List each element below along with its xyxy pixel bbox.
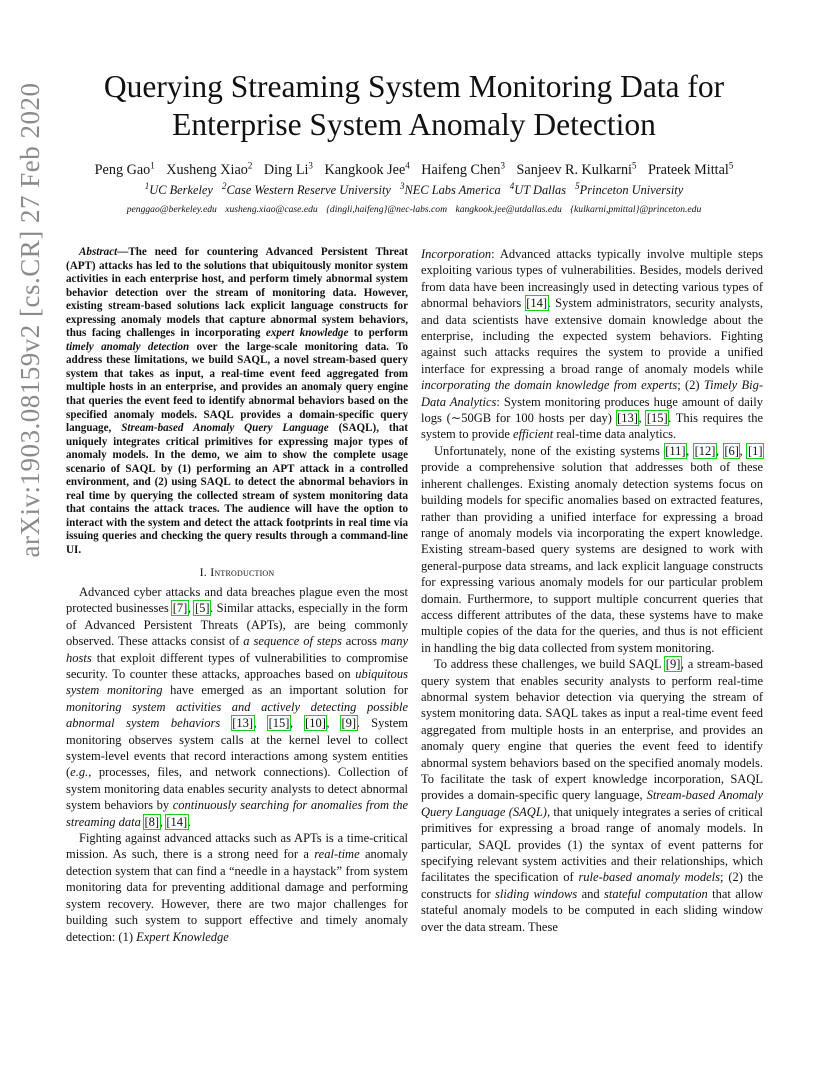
citation-link[interactable]: [5] <box>194 601 210 616</box>
body-paragraph: Unfortunately, none of the existing systems [11], [12], [6], [1] provide a comprehensive solution that addresses both of these inherent challenges. Existing anomaly detection systems focus on building models for specific anomalies based on extracted features, rather than providing a unified interface for expressing a broad range of anomaly models via incorporating the expert knowledge. Existing stream-based query systems are designed to work with general-purpose data streams, and lack explicit language constructs for expressing various anomaly models for our particular problem domain. Furthermore, to support multiple concurrent queries that access different attributes of the data, these systems have to make multiple copies of the data for the queries, and thus is not efficient in handling the big data collected from system monitoring. <box>421 443 763 655</box>
citation-link[interactable]: [15] <box>268 716 290 731</box>
citation-link[interactable]: [12] <box>694 443 716 458</box>
citation-link[interactable]: [8] <box>144 814 160 829</box>
author: Haifeng Chen$^3$ <box>421 160 505 178</box>
affiliation: $^4$UT Dallas <box>509 180 567 197</box>
citation-link[interactable]: [9] <box>341 716 357 731</box>
author: Ding Li$^3$ <box>263 160 313 178</box>
citation-link[interactable]: [1] <box>747 443 763 458</box>
affiliation: $^3$NEC Labs America <box>400 180 501 197</box>
left-column <box>66 246 408 945</box>
author-list <box>40 162 788 179</box>
paper-title <box>60 68 768 144</box>
citation-link[interactable]: [7] <box>172 601 188 616</box>
citation-link[interactable]: [6] <box>724 443 739 458</box>
author-email[interactable]: xusheng.xiao@case.edu <box>225 204 318 215</box>
citation-link[interactable]: [13] <box>617 411 638 426</box>
citation-link[interactable]: [10] <box>305 716 326 731</box>
body-paragraph: Advanced cyber attacks and data breaches plague even the most protected businesses [7], [5]. Similar attacks, especially in the form of Advanced Persistent Threats (APTs), are being commonly observed. These attacks consist of a sequence of steps across many hosts that exploit different types of vulnerabilities to compromise security. To counter these attacks, approaches based on ubiquitous system monitoring have emerged as an important solution for monitoring system activities and actively detecting possible abnormal system behaviors [13], [15], [10], [9]. System monitoring observes system calls at the kernel level to collect system-level events that record interactions among system entities (e.g., processes, files, and network connections). Collection of system monitoring data enables security analysts to detect abnormal system behaviors by continuously searching for anomalies from the streaming data [8], [14]. <box>66 584 409 829</box>
body-paragraph: Fighting against advanced attacks such as APTs is a time-critical mission. As such, there is a strong need for a real-time anomaly detection system that can find a “needle in a haystack” from system monitoring data for preventing additional damage and performing system recovery. However, there are two major challenges for building such system to support effective and timely anomaly detection: (1) Expert Knowledge <box>66 831 408 944</box>
body-paragraph: To address these challenges, we build SAQL [9], a stream-based query system that enables security analysts to perform real-time abnormal system behavior detection via querying the stream of system monitoring data. SAQL takes as input a real-time event feed aggregated from multiple hosts in an enterprise, and provides an anomaly query engine that queries the event feed to identify abnormal system behaviors based on the specified anomaly models. To facilitate the task of expert knowledge incorporation, SAQL provides a domain-specific query language, Stream-based Anomaly Query Language (SAQL), that uniquely integrates a series of critical primitives for expressing a broad range of anomaly models. In particular, SAQL provides (1) the syntax of event patterns for specifying relevant system activities and their relationships, which facilitates the specification of rule-based anomaly models; (2) the constructs for sliding windows and stateful computation that allow stateful anomaly models to be computed in each sliding window over the data stream. These <box>421 657 764 934</box>
author-email[interactable]: kangkook.jee@utdallas.edu <box>455 204 562 215</box>
author: Kangkook Jee$^4$ <box>324 160 410 178</box>
title-line-2: Enterprise System Anomaly Detection <box>172 107 656 142</box>
citation-link[interactable]: [14] <box>166 814 188 829</box>
right-column <box>421 246 763 935</box>
section-heading-introduction: I. Introduction <box>199 564 275 579</box>
body-paragraph: Incorporation: Advanced attacks typically involve multiple steps exploiting various types of vulnerabilities. Besides, models derived from data have been increasingly used in detecting various types of abnormal behaviors [14]. System administrators, security analysts, and data scientists have extensive domain knowledge about the enterprise, including the expected system behaviors. Fighting against such attacks requires the system to provide a unified interface for expressing a broad range of anomaly models while incorporating the domain knowledge from experts; (2) Timely Big-Data Analytics: System monitoring produces huge amount of daily logs (∼50GB for 100 hosts per day) [13], [15]. This requires the system to provide efficient real-time data analytics. <box>421 247 763 442</box>
author: Sanjeev R. Kulkarni$^5$ <box>516 160 637 178</box>
affiliation: $^1$UC Berkeley <box>144 180 213 197</box>
author: Xusheng Xiao$^2$ <box>166 160 253 178</box>
author: Prateek Mittal$^5$ <box>648 160 734 178</box>
author: Peng Gao$^1$ <box>94 160 155 178</box>
email-list <box>40 204 788 215</box>
affiliation-list <box>40 180 788 198</box>
affiliation: $^5$Princeton University <box>575 180 684 197</box>
citation-link[interactable]: [11] <box>665 443 686 458</box>
arxiv-identifier: arXiv:1903.08159v2 [cs.CR] 27 Feb 2020 <box>15 82 45 558</box>
citation-link[interactable]: [14] <box>526 296 548 311</box>
abstract: Abstract—The need for countering Advanced Persistent Threat (APT) attacks has led to the solutions that ubiquitously monitor system activities in each enterprise host, and perform timely abnormal system behavior detection over the stream of monitoring data. However, existing stream-based solutions lack explicit language constructs for expressing anomaly models that capture abnormal system behaviors, thus facing challenges in incorporating expert knowledge to perform timely anomaly detection over the large-scale monitoring data. To address these limitations, we build SAQL, a novel stream-based query system that takes as input, a real-time event feed aggregated from multiple hosts in an enterprise, and provides an anomaly query engine that queries the event feed to identify abnormal behaviors based on the specified anomaly models. SAQL provides a domain-specific query language, Stream-based Anomaly Query Language (SAQL), that uniquely integrates critical primitives for expressing major types of anomaly models. In the demo, we aim to show the complete usage scenario of SAQL by (1) performing an APT attack in a controlled environment, and (2) using SAQL to detect the abnormal behaviors in real time by querying the collected stream of system monitoring data that contains the attack traces. The audience will have the option to interact with the system and detect the attack footprints in real time via issuing queries and checking the query results through a command-line UI. <box>66 246 408 557</box>
affiliation: $^2$Case Western Reserve University <box>222 180 391 197</box>
citation-link[interactable]: [15] <box>646 411 668 426</box>
citation-link[interactable]: [13] <box>232 716 254 731</box>
citation-link[interactable]: [9] <box>665 657 681 672</box>
title-line-1: Querying Streaming System Monitoring Data for <box>103 69 725 104</box>
author-email[interactable]: {dingli,haifeng}@nec-labs.com <box>326 204 448 215</box>
author-email[interactable]: {kulkarni,pmittal}@princeton.edu <box>570 204 702 215</box>
author-email[interactable]: penggao@berkeley.edu <box>126 204 217 215</box>
